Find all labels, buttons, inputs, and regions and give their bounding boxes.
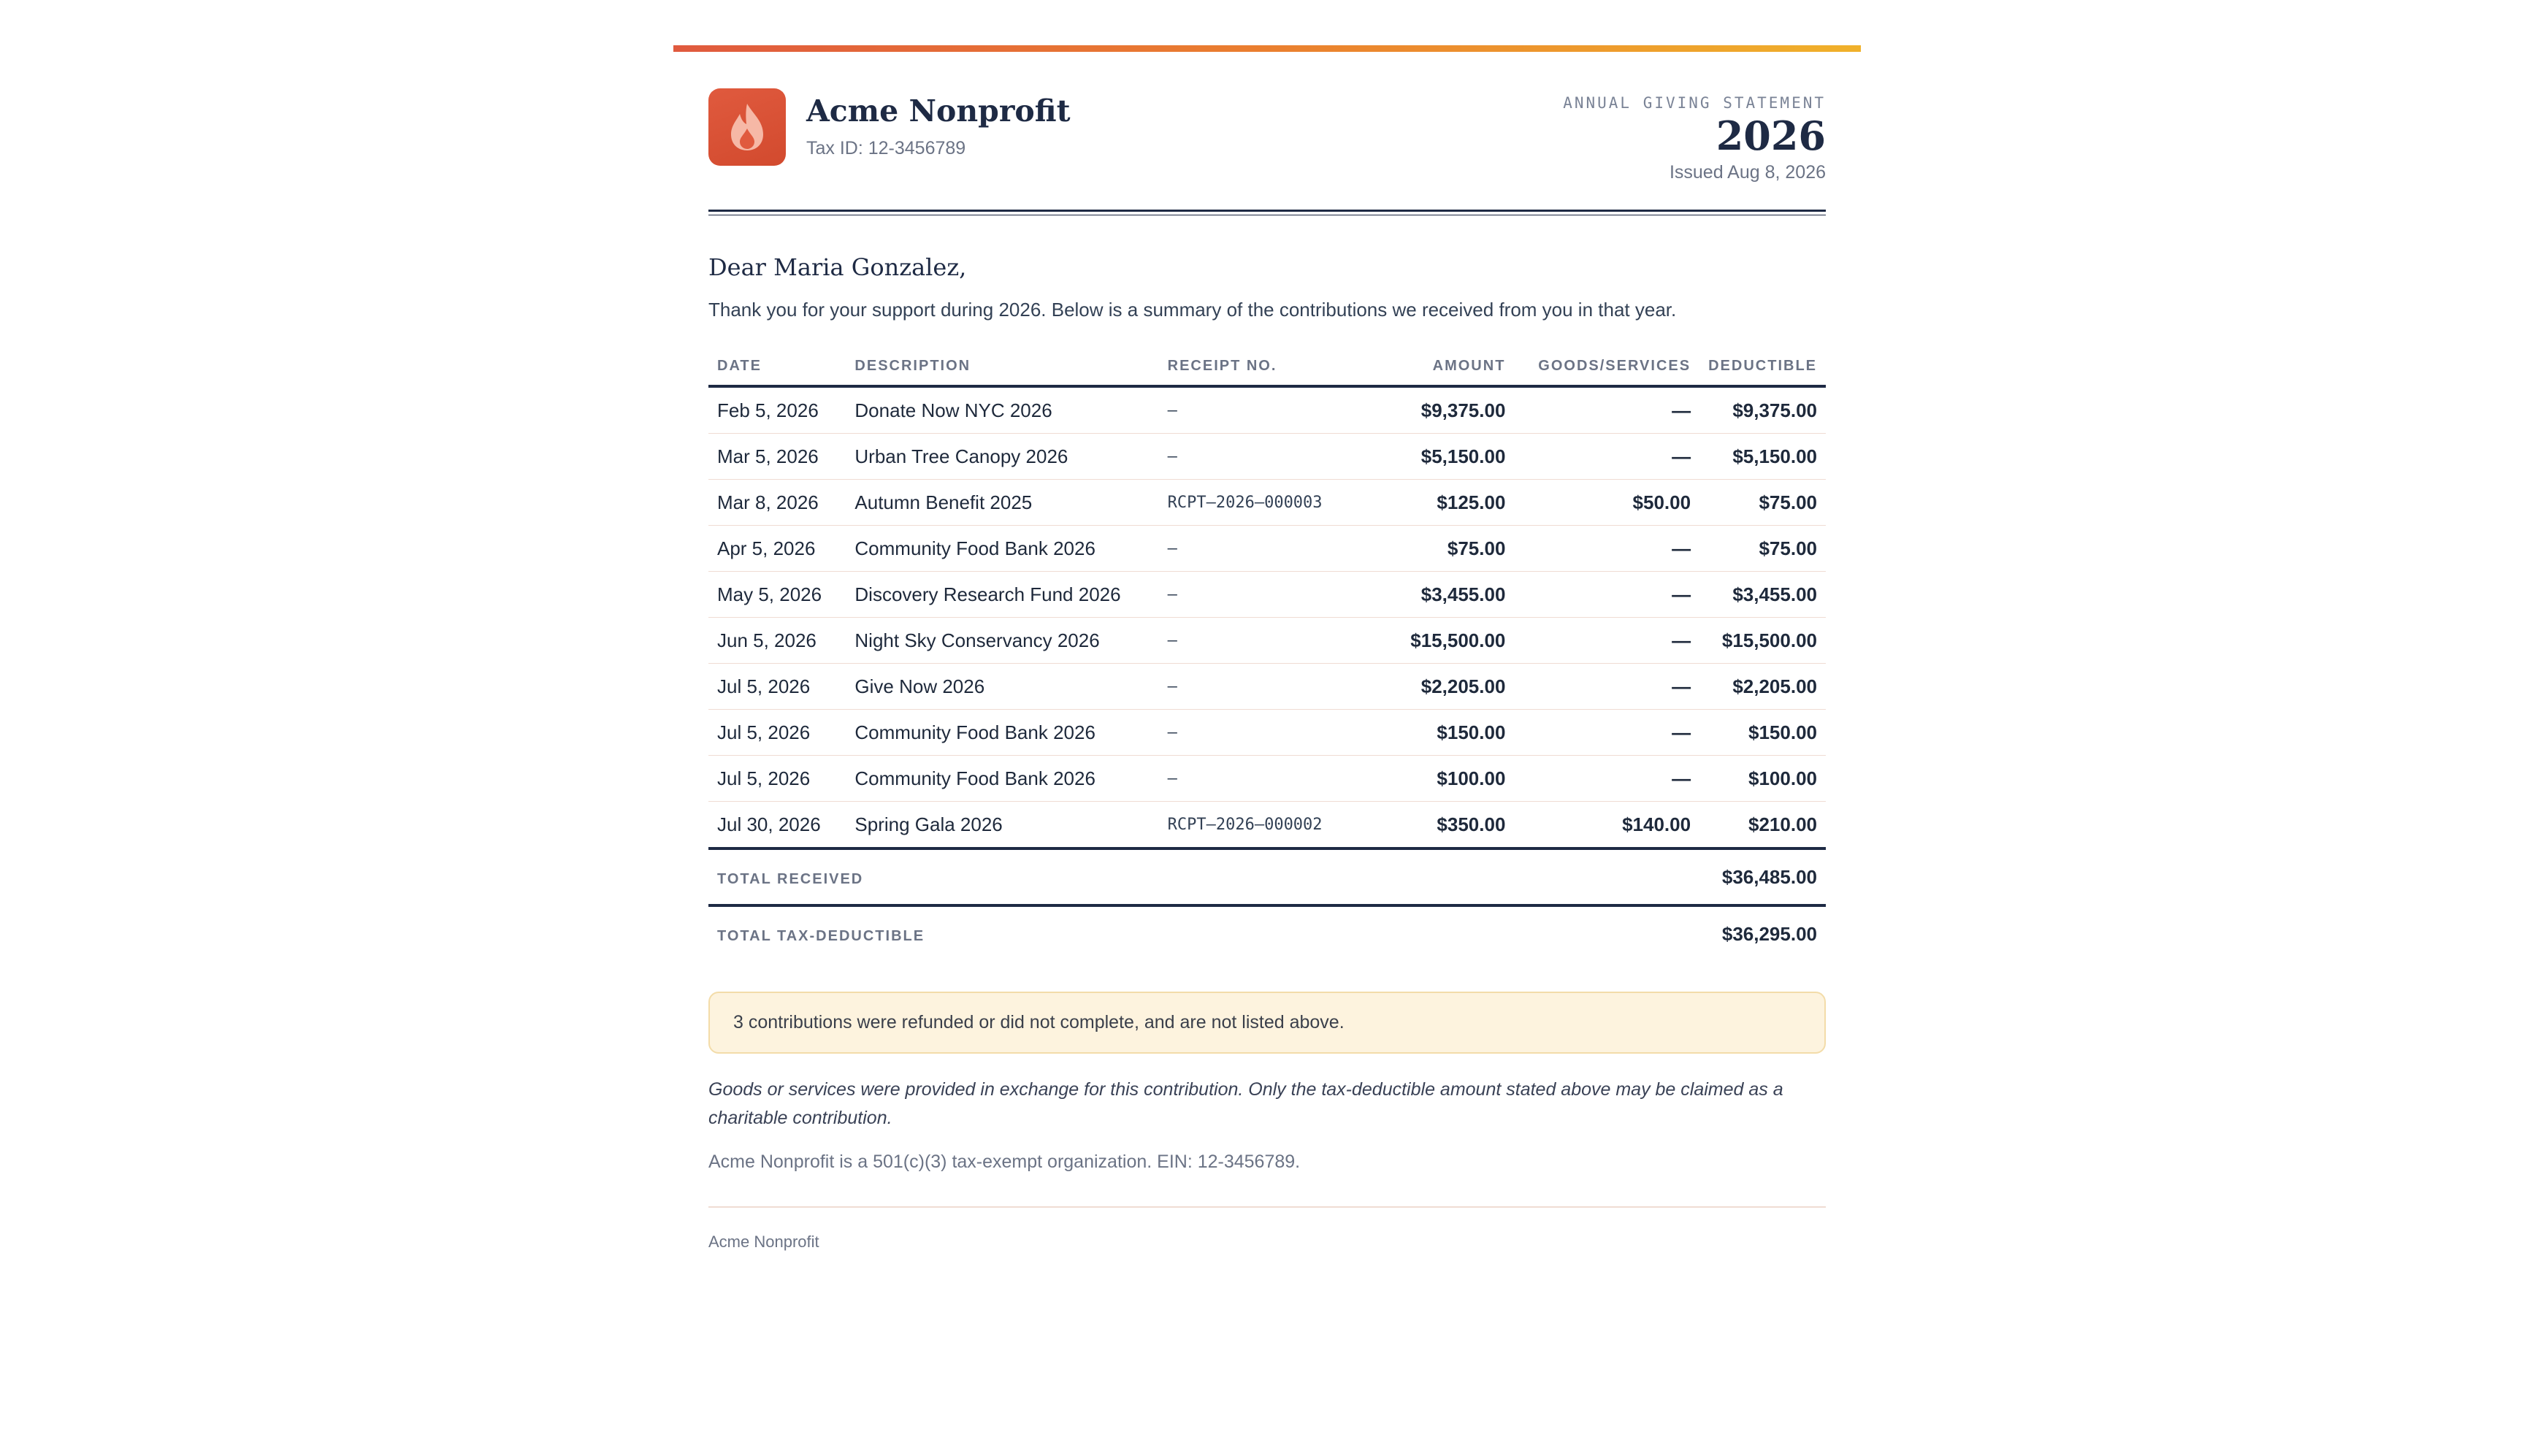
cell-goods: — xyxy=(1514,664,1699,710)
cell-description: Urban Tree Canopy 2026 xyxy=(846,434,1158,480)
statement-year: 2026 xyxy=(1716,112,1826,159)
cell-amount: $9,375.00 xyxy=(1376,386,1514,434)
cell-deductible: $5,150.00 xyxy=(1699,434,1826,480)
ein-note: Acme Nonprofit is a 501(c)(3) tax-exempt organization. EIN: 12-3456789. xyxy=(708,1151,1301,1172)
cell-deductible: $9,375.00 xyxy=(1699,386,1826,434)
statement-page xyxy=(673,45,1861,1252)
flame-icon xyxy=(708,88,786,166)
cell-goods: — xyxy=(1514,618,1699,664)
cell-receipt: – xyxy=(1159,526,1376,572)
cell-date: Apr 5, 2026 xyxy=(708,526,846,572)
cell-deductible: $150.00 xyxy=(1699,710,1826,756)
total-deductible-value: $36,295.00 xyxy=(1721,922,1817,945)
footer-org-name: Acme Nonprofit xyxy=(708,1232,819,1251)
cell-deductible: $15,500.00 xyxy=(1699,618,1826,664)
cell-description: Night Sky Conservancy 2026 xyxy=(846,618,1158,664)
cell-receipt: RCPT–2026–000003 xyxy=(1159,480,1376,526)
cell-deductible: $75.00 xyxy=(1699,480,1826,526)
cell-goods: — xyxy=(1514,572,1699,618)
cell-date: May 5, 2026 xyxy=(708,572,846,618)
total-received-row xyxy=(708,848,1826,905)
cell-deductible: $2,205.00 xyxy=(1699,664,1826,710)
cell-receipt: – xyxy=(1159,710,1376,756)
cell-amount: $350.00 xyxy=(1376,802,1514,849)
cell-date: Feb 5, 2026 xyxy=(708,386,846,434)
cell-date: Mar 5, 2026 xyxy=(708,434,846,480)
brand xyxy=(708,88,1071,166)
cell-goods: $140.00 xyxy=(1514,802,1699,849)
cell-date: Jul 5, 2026 xyxy=(708,664,846,710)
cell-date: Jul 5, 2026 xyxy=(708,756,846,802)
cell-goods: — xyxy=(1514,434,1699,480)
issued-date: Issued Aug 8, 2026 xyxy=(1669,162,1826,183)
cell-goods: — xyxy=(1514,386,1699,434)
cell-amount: $75.00 xyxy=(1376,526,1514,572)
table-row xyxy=(708,756,1826,802)
cell-receipt: – xyxy=(1159,386,1376,434)
table-row xyxy=(708,526,1826,572)
table-header-row xyxy=(708,358,1826,386)
cell-goods: $50.00 xyxy=(1514,480,1699,526)
table-row xyxy=(708,434,1826,480)
cell-date: Jul 30, 2026 xyxy=(708,802,846,849)
table-row xyxy=(708,572,1826,618)
statement-meta xyxy=(1563,88,1826,183)
header-deductible: DEDUCTIBLE xyxy=(1699,358,1826,386)
greeting: Dear Maria Gonzalez, xyxy=(708,253,967,282)
statement-label: ANNUAL GIVING STATEMENT xyxy=(1563,94,1826,112)
cell-receipt: – xyxy=(1159,434,1376,480)
goods-services-disclaimer: Goods or services were provided in exchange for this contribution. Only the tax-deductible amount stated above may be claimed as a charitable contribution. xyxy=(708,1079,1783,1129)
cell-date: Jul 5, 2026 xyxy=(708,710,846,756)
header-description: DESCRIPTION xyxy=(846,358,1158,386)
header-date: DATE xyxy=(708,358,846,386)
table-row xyxy=(708,480,1826,526)
cell-deductible: $75.00 xyxy=(1699,526,1826,572)
total-deductible-label: TOTAL TAX-DEDUCTIBLE xyxy=(717,927,925,944)
statement-header xyxy=(708,52,1826,183)
table-row xyxy=(708,802,1826,849)
cell-description: Autumn Benefit 2025 xyxy=(846,480,1158,526)
header-goods: GOODS/SERVICES xyxy=(1514,358,1699,386)
cell-goods: — xyxy=(1514,526,1699,572)
cell-description: Spring Gala 2026 xyxy=(846,802,1158,849)
cell-description: Community Food Bank 2026 xyxy=(846,710,1158,756)
cell-amount: $3,455.00 xyxy=(1376,572,1514,618)
cell-deductible: $100.00 xyxy=(1699,756,1826,802)
header-amount: AMOUNT xyxy=(1376,358,1514,386)
table-row xyxy=(708,618,1826,664)
cell-date: Mar 8, 2026 xyxy=(708,480,846,526)
cell-amount: $150.00 xyxy=(1376,710,1514,756)
header-divider xyxy=(708,210,1826,215)
cell-goods: — xyxy=(1514,756,1699,802)
cell-amount: $15,500.00 xyxy=(1376,618,1514,664)
table-row xyxy=(708,386,1826,434)
intro-text: Thank you for your support during 2026. Below is a summary of the contributions we received from you in that year. xyxy=(708,299,1677,321)
total-received-value: $36,485.00 xyxy=(1699,848,1826,905)
cell-amount: $5,150.00 xyxy=(1376,434,1514,480)
header-receipt: RECEIPT NO. xyxy=(1159,358,1376,386)
cell-amount: $2,205.00 xyxy=(1376,664,1514,710)
refund-notice: 3 contributions were refunded or did not complete, and are not listed above. xyxy=(708,992,1826,1054)
footer-divider xyxy=(708,1206,1826,1208)
cell-description: Donate Now NYC 2026 xyxy=(846,386,1158,434)
total-received-label: TOTAL RECEIVED xyxy=(717,870,864,887)
cell-description: Discovery Research Fund 2026 xyxy=(846,572,1158,618)
contributions-table xyxy=(708,358,1826,961)
table-row xyxy=(708,664,1826,710)
cell-receipt: – xyxy=(1159,618,1376,664)
table-row xyxy=(708,710,1826,756)
cell-receipt: – xyxy=(1159,756,1376,802)
cell-goods: — xyxy=(1514,710,1699,756)
cell-amount: $100.00 xyxy=(1376,756,1514,802)
tax-id: Tax ID: 12-3456789 xyxy=(806,138,966,159)
cell-date: Jun 5, 2026 xyxy=(708,618,846,664)
cell-receipt: RCPT–2026–000002 xyxy=(1159,802,1376,849)
cell-deductible: $210.00 xyxy=(1699,802,1826,849)
cell-receipt: – xyxy=(1159,664,1376,710)
cell-description: Community Food Bank 2026 xyxy=(846,756,1158,802)
accent-bar xyxy=(673,45,1861,52)
cell-deductible: $3,455.00 xyxy=(1699,572,1826,618)
org-name: Acme Nonprofit xyxy=(806,93,1071,129)
cell-description: Community Food Bank 2026 xyxy=(846,526,1158,572)
total-deductible-row xyxy=(708,905,1826,961)
cell-description: Give Now 2026 xyxy=(846,664,1158,710)
cell-receipt: – xyxy=(1159,572,1376,618)
cell-amount: $125.00 xyxy=(1376,480,1514,526)
